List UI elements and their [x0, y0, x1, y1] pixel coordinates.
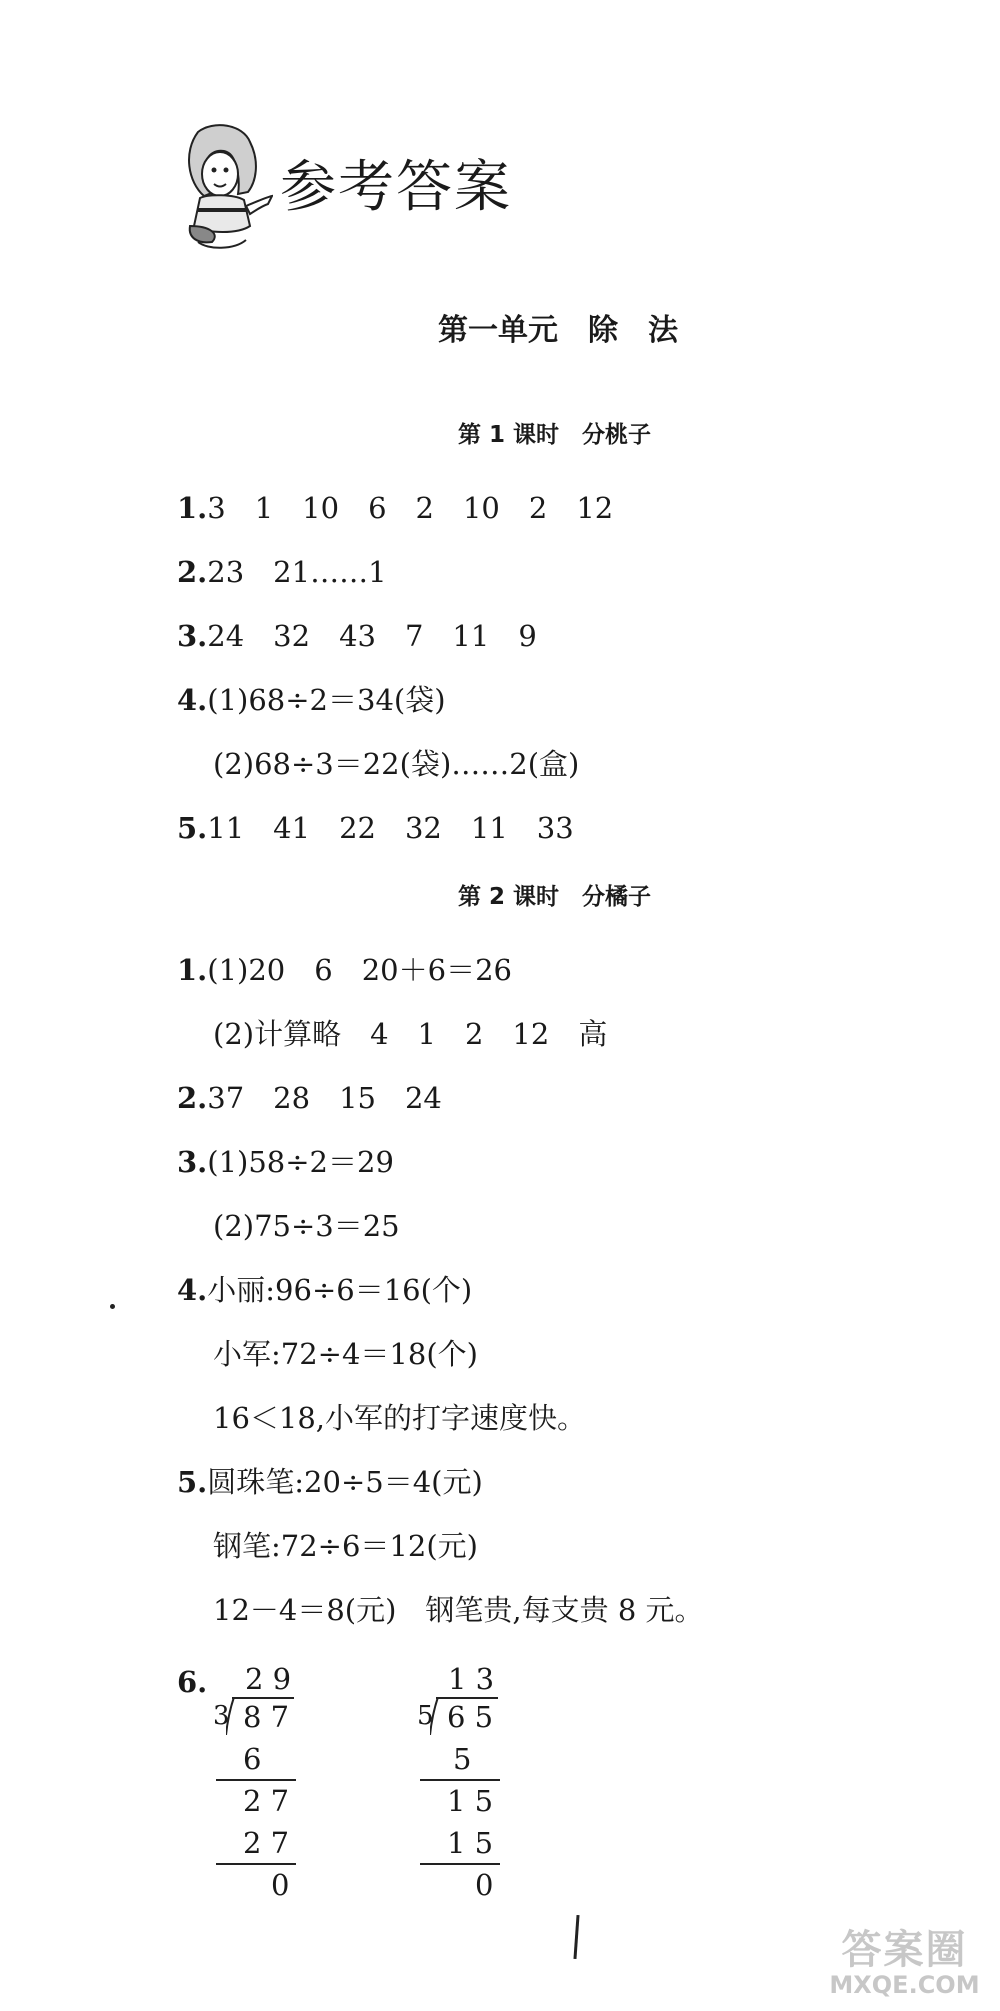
division-bar: [232, 1697, 294, 1699]
unit-title: 第一单元 除 法: [438, 313, 678, 348]
answer-line: 6.: [177, 1665, 208, 1699]
answer-line: 1.(1)20 6 20＋6＝26: [177, 953, 512, 987]
answer-line: 4.(1)68÷2＝34(袋): [177, 683, 446, 717]
stray-dot: [110, 1304, 115, 1309]
dividend: 8 7: [243, 1700, 290, 1734]
quotient: 1 3: [448, 1662, 495, 1696]
rule: [216, 1863, 296, 1865]
page-title: 参考答案: [280, 155, 512, 220]
page-mark: [573, 1915, 579, 1959]
lesson2-title: 第 2 课时 分橘子: [458, 884, 652, 910]
lesson1-title: 第 1 课时 分桃子: [458, 422, 652, 448]
quotient: 2 9: [245, 1662, 292, 1696]
division-bracket: [226, 1697, 236, 1735]
answer-line: 5.11 41 22 32 11 33: [177, 811, 574, 845]
answer-line: 3.24 32 43 7 11 9: [177, 619, 537, 653]
answer-line: (2)75÷3＝25: [213, 1209, 400, 1243]
final-remainder: 0: [475, 1868, 494, 1902]
mascot-illustration: [168, 122, 273, 257]
answer-line: 2.37 28 15 24: [177, 1081, 442, 1115]
rule: [216, 1779, 296, 1781]
division-bar: [436, 1697, 498, 1699]
remainder: 1 5: [447, 1784, 494, 1818]
division-bracket: [430, 1697, 440, 1735]
rule: [420, 1779, 500, 1781]
step: 5: [453, 1742, 472, 1776]
watermark-url: MXQE.COM: [829, 1971, 980, 1999]
step: 1 5: [447, 1826, 494, 1860]
answer-line: 16＜18,小军的打字速度快。: [213, 1401, 587, 1435]
divisor: 5: [417, 1701, 434, 1731]
dividend: 6 5: [447, 1700, 494, 1734]
watermark-logo-text: 答案圈: [841, 1927, 968, 1973]
answer-line: (2)计算略 4 1 2 12 高: [213, 1017, 608, 1051]
remainder: 2 7: [243, 1784, 290, 1818]
step: 6: [243, 1742, 262, 1776]
final-remainder: 0: [271, 1868, 290, 1902]
answer-line: 小军:72÷4＝18(个): [213, 1337, 478, 1371]
answer-line: (2)68÷3＝22(袋)……2(盒): [213, 747, 580, 781]
watermark: [817, 1927, 992, 2005]
step: 2 7: [243, 1826, 290, 1860]
divisor: 3: [213, 1701, 230, 1731]
answer-line: 4.小丽:96÷6＝16(个): [177, 1273, 473, 1307]
answer-line: 1.3 1 10 6 2 10 2 12: [177, 491, 614, 525]
rule: [420, 1863, 500, 1865]
answer-line: 钢笔:72÷6＝12(元): [213, 1529, 478, 1563]
answer-line: 12－4＝8(元) 钢笔贵,每支贵 8 元。: [213, 1593, 704, 1627]
answer-line: 2.23 21……1: [177, 555, 387, 589]
answer-line: 5.圆珠笔:20÷5＝4(元): [177, 1465, 483, 1499]
answer-line: 3.(1)58÷2＝29: [177, 1145, 394, 1179]
